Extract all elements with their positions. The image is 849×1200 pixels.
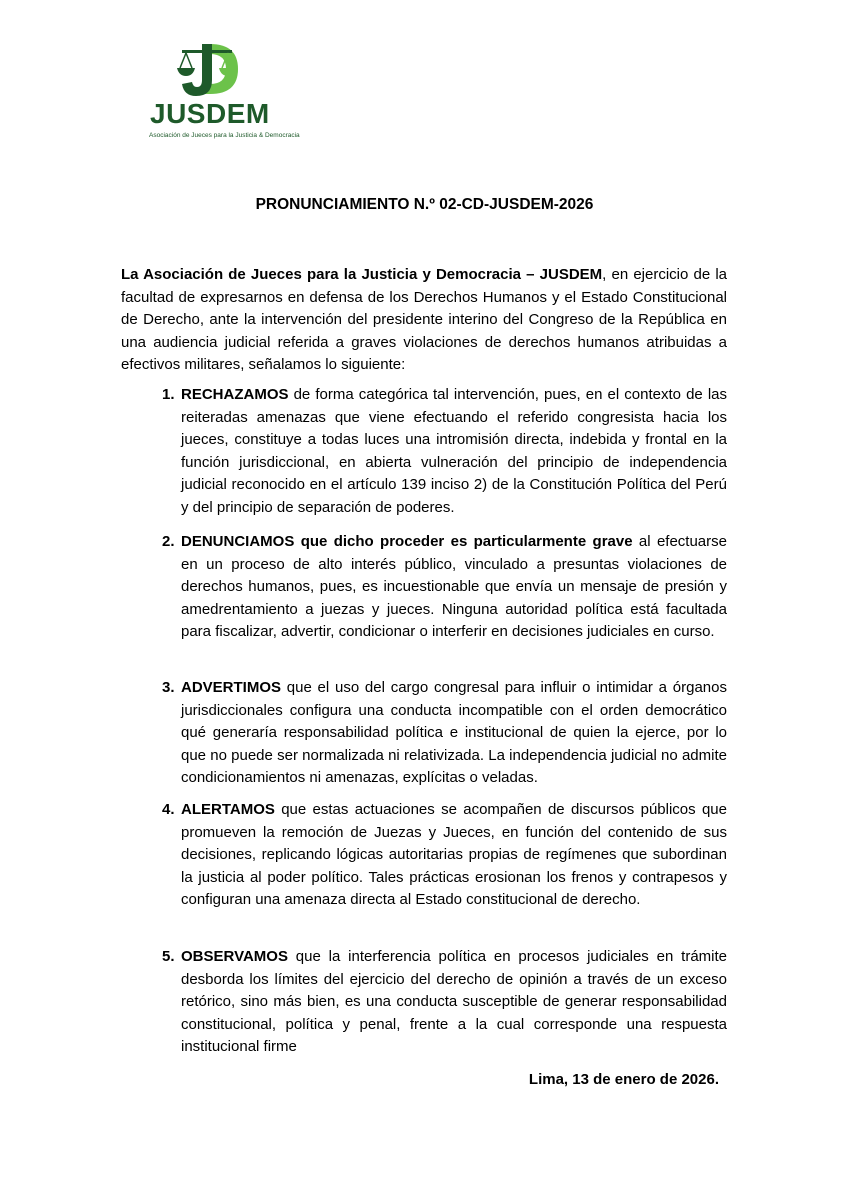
item-text: al efectuarse en un proceso de alto interés público, vinculado a presuntas violaciones de derechos humanos, pues, es incuestionable que envía un mensaje de presión y amedrentamiento a juezas y jueces. Ninguna autoridad política está facultada para fiscalizar, advertir, condicionar o interferir en decisiones judiciales en curso.	[181, 533, 727, 641]
list-item	[162, 384, 727, 520]
scales-of-justice-icon	[144, 38, 254, 100]
list-item	[162, 946, 727, 1059]
item-text: que la interferencia política en procesos judiciales en trámite desborda los límites del ejercicio del derecho de opinión a través de un exceso retórico, sino más bien, es una conducta susceptible de generar responsabilidad constitucional, política y penal, frente a la cual corresponde una respuesta institucional firme	[181, 948, 727, 1056]
signature-date: Lima, 13 de enero de 2026.	[528, 1071, 719, 1088]
item-number: 2.	[162, 533, 175, 550]
logo-name: JUSDEM	[150, 98, 270, 129]
jusdem-logo	[144, 38, 300, 139]
intro-text: , en ejercicio de la facultad de expresarnos en defensa de los Derechos Humanos y el Estado Constitucional de Derecho, ante la intervención del presidente interino del Congreso de la República en una audiencia judicial referida a graves violaciones de derechos humanos atribuidas a efectivos militares, señalamos lo siguiente:	[121, 266, 728, 374]
item-number: 5.	[162, 948, 175, 965]
document-title: PRONUNCIAMIENTO N.º 02-CD-JUSDEM-2026	[255, 196, 594, 213]
logo-subtitle: Asociación de Jueces para la Justicia & Democracia	[149, 132, 300, 139]
item-bold: DENUNCIAMOS que dicho proceder es particularmente grave	[181, 533, 633, 550]
item-text: que estas actuaciones se acompañen de discursos públicos que promueven la remoción de Juezas y Jueces, en función del contenido de sus decisiones, replicando lógicas autoritarias propias de regímenes que subordinan la justicia al poder político. Tales prácticas erosionan los frenos y contrapesos y configuran una amenaza directa al Estado constitucional de derecho.	[181, 801, 727, 909]
item-number: 3.	[162, 679, 175, 696]
item-bold: OBSERVAMOS	[181, 948, 288, 965]
item-text: que el uso del cargo congresal para influir o intimidar a órganos jurisdiccionales configura una conducta incompatible con el orden democrático qué generaría responsabilidad política e institucional de quien la ejerce, por lo que no puede ser normalizada ni relativizada. La independencia judicial no admite condicionamientos ni amenazas, explícitas o veladas.	[181, 679, 727, 787]
intro-bold: La Asociación de Jueces para la Justicia y Democracia – JUSDEM	[121, 266, 603, 283]
list-item	[162, 799, 727, 912]
item-bold: ADVERTIMOS	[181, 679, 282, 696]
item-number: 4.	[162, 801, 175, 818]
list-item	[162, 531, 727, 644]
item-text: de forma categórica tal intervención, pues, en el contexto de las reiteradas amenazas que viene efectuando el referido congresista hacia los jueces, constituye a todas luces una intromisión directa, indebida y frontal en la función jurisdiccional, en abierta vulneración del principio de independencia judicial reconocido en el artículo 139 inciso 2) de la Constitución Política del Perú y del principio de separación de poderes.	[181, 386, 727, 516]
item-bold: RECHAZAMOS	[181, 386, 289, 403]
intro-paragraph	[121, 264, 727, 377]
list-item	[162, 677, 727, 790]
item-bold: ALERTAMOS	[181, 801, 275, 818]
item-number: 1.	[162, 386, 175, 403]
